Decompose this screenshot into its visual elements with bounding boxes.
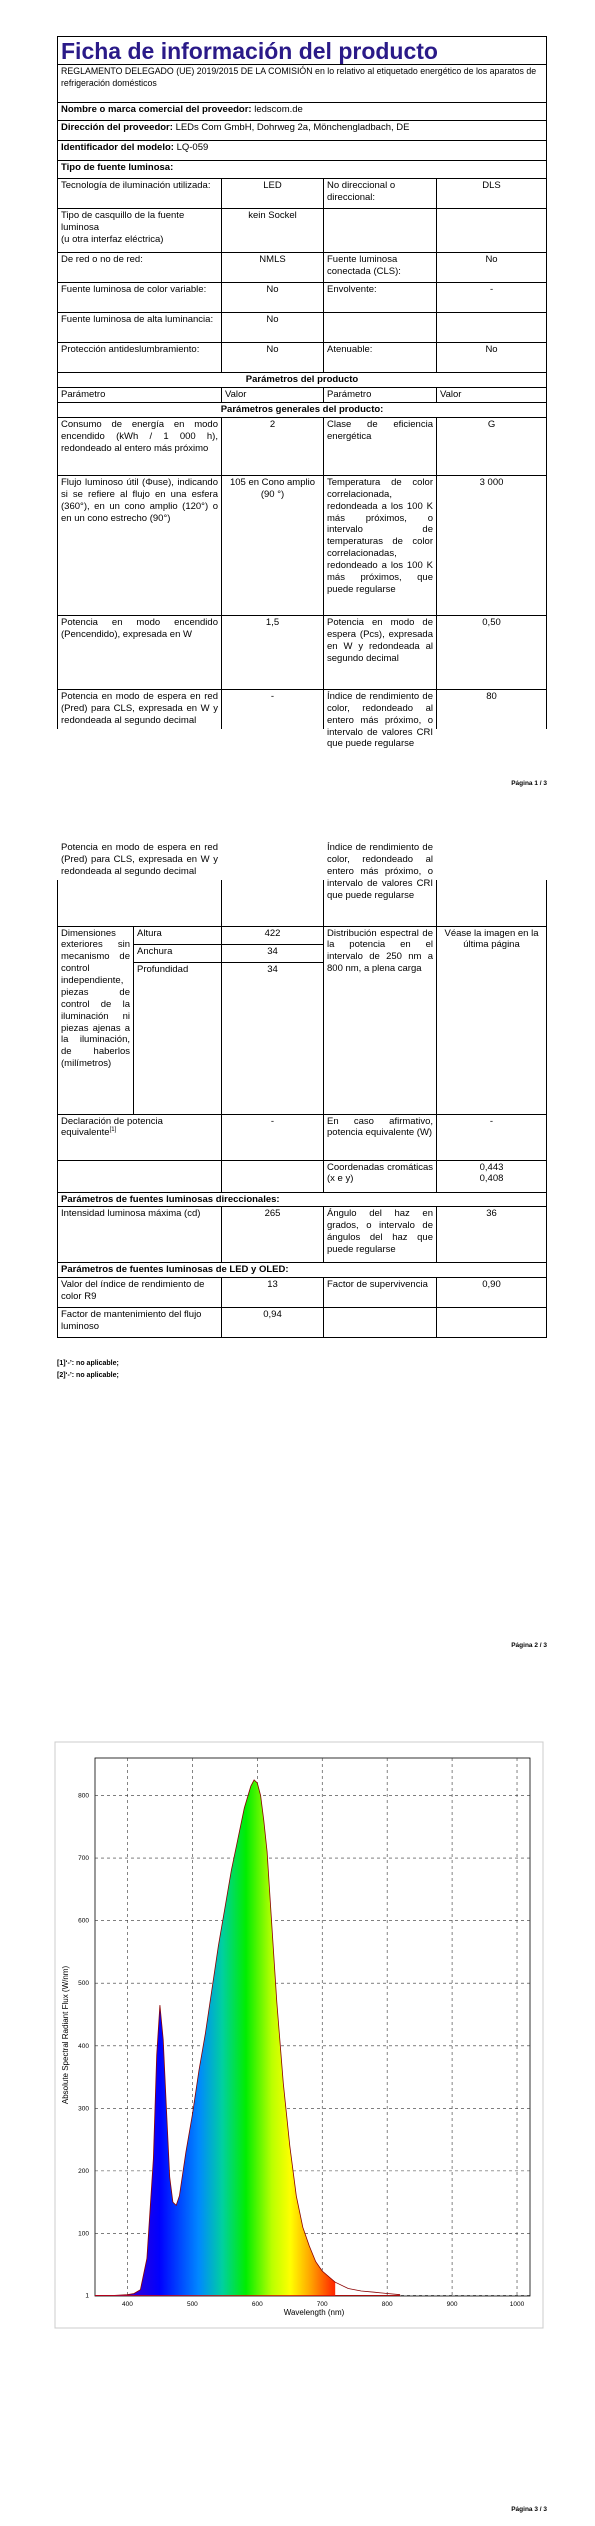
chroma-values (437, 1160, 547, 1192)
power-label: Potencia en modo encendido (Pencendido), expresada en W (58, 615, 222, 689)
y-tick-label: 700 (78, 1855, 89, 1863)
supplier-name-row (58, 103, 547, 121)
beam-label: Ángulo del haz en grados, o intervalo de ángulos del haz que puede regularse (324, 1207, 437, 1263)
title-row (58, 37, 547, 65)
beam-value: 36 (437, 1207, 547, 1263)
cap-label (58, 209, 222, 253)
led-title: Parámetros de fuentes luminosas de LED y OLED: (58, 1263, 547, 1278)
glare-value: No (222, 343, 324, 373)
equivalent-value: - (222, 1114, 324, 1160)
cap-value: kein Sockel (222, 209, 324, 253)
spectral-distribution-chart (0, 1700, 595, 2340)
y-tick-label: 400 (78, 2042, 89, 2050)
high-luminance-value: No (222, 313, 324, 343)
y-tick-label: 200 (78, 2167, 89, 2175)
page-number: Página 3 / 3 (511, 2506, 547, 2513)
col-param-1: Parámetro (58, 388, 222, 403)
y-tick-label: 300 (78, 2105, 89, 2113)
equivalent-label-text: Declaración de potencia equivalente (61, 1115, 163, 1139)
maintenance-label: Factor de mantenimiento del flujo luminoso (58, 1308, 222, 1338)
cap-label-line-2: (u otra interfaz eléctrica) (61, 234, 164, 246)
page-2 (0, 842, 595, 1660)
cri-value: 80 (437, 689, 547, 729)
regulation-text: REGLAMENTO DELEGADO (UE) 2019/2015 DE LA COMISIÓN en lo relativo al etiquetado energético de los aparatos de refrigeración domésticos (58, 65, 547, 103)
page-number: Página 2 / 3 (511, 1642, 547, 1649)
cls-label: Fuente luminosa conectada (CLS): (324, 253, 437, 283)
cri-label (324, 689, 437, 750)
class-label: Clase de eficiencia energética (324, 417, 437, 475)
footnote-2: [2]‘-’: no aplicable; (57, 1371, 119, 1379)
footnotes (57, 1358, 119, 1382)
equivalent-label: Declaración de potencia equivalente[1] (58, 1114, 222, 1160)
model-row (58, 141, 547, 161)
params-section-title: Parámetros del producto (58, 373, 547, 388)
chroma-label: Coordenadas cromáticas (x e y) (324, 1160, 437, 1192)
page-3 (0, 1700, 595, 2526)
flux-value: 105 en Cono amplio (90 °) (222, 475, 324, 615)
product-info-table-p2 (57, 842, 547, 1338)
envelope-label: Envolvente: (324, 283, 437, 313)
supplier-name-label: Nombre o marca comercial del proveedor: (61, 104, 252, 116)
nondirectional-value: DLS (437, 179, 547, 209)
x-tick-label: 800 (381, 2301, 393, 2308)
model-id: LQ-059 (176, 142, 209, 154)
netstandby-label (58, 689, 222, 729)
x-tick-label: 700 (316, 2301, 328, 2308)
height-label: Altura (134, 926, 222, 944)
survival-label: Factor de supervivencia (324, 1278, 437, 1308)
x-axis-label: Wavelength (nm) (283, 2308, 345, 2317)
spd-label: Distribución espectral de la potencia en el intervalo de 250 nm a 800 nm, a plena carga (324, 926, 437, 1114)
footnote-1: [1]‘-’: no aplicable; (57, 1360, 119, 1367)
maintenance-value: 0,94 (222, 1308, 324, 1338)
tunable-value: No (222, 283, 324, 313)
mains-label: De red o no de red: (58, 253, 222, 283)
high-luminance-label: Fuente luminosa de alta luminancia: (58, 313, 222, 343)
equivalent-yes-label: En caso afirmativo, potencia equivalente (W) (324, 1114, 437, 1160)
supplier-address: LEDs Com GmbH, Dohrweg 2a, Mönchengladbach, DE (175, 122, 410, 134)
tech-value: LED (222, 179, 324, 209)
dimmable-label: Atenuable: (324, 343, 437, 373)
supplier-address-row (58, 121, 547, 141)
netstandby-label-cont-clip (61, 842, 218, 924)
netstandby-label-text: Potencia en modo de espera en red (Pred) para CLS, expresada en W y redondeada al segundo decimal (61, 690, 218, 726)
cct-value: 3 000 (437, 475, 547, 615)
page-number: Página 1 / 3 (511, 780, 547, 787)
y-tick-label: 500 (78, 1980, 89, 1988)
peak-value: 265 (222, 1207, 324, 1263)
width-label: Anchura (134, 944, 222, 962)
netstandby-label-cont (58, 842, 222, 926)
cct-label: Temperatura de color correlacionada, redondeada a los 100 K más próximos, o intervalo de temperaturas de color correlacionadas, redondeado a los 100 K más próximos, que puede regularse (324, 475, 437, 615)
netstandby-label-cont-text: Potencia en modo de espera en red (Pred) para CLS, expresada en W y redondeada al segundo decimal (61, 842, 218, 877)
depth-label: Profundidad (134, 962, 222, 1114)
x-tick-label: 400 (122, 2301, 133, 2308)
tech-label: Tecnología de iluminación utilizada: (58, 179, 222, 209)
source-type-label: Tipo de fuente luminosa: (58, 161, 547, 179)
depth-value: 34 (222, 962, 324, 1114)
x-tick-label: 900 (446, 2301, 458, 2308)
cri-label-cont-clip (327, 842, 433, 924)
supplier-address-label: Dirección del proveedor: (61, 122, 173, 134)
r9-value: 13 (222, 1278, 324, 1308)
dimensions-label: Dimensiones exteriores sin mecanismo de control independiente, piezas de control de la iluminación ni piezas ajenas a la iluminación, de haberlos (milímetros) (58, 926, 134, 1114)
dimmable-value: No (437, 343, 547, 373)
standby-label: Potencia en modo de espera (Pcs), expresada en W y redondeada al segundo decimal (324, 615, 437, 689)
y-tick-label: 800 (78, 1792, 89, 1800)
y-axis-label: Absolute Spectral Radiant Flux (W/nm) (61, 1965, 70, 2105)
standby-value: 0,50 (437, 615, 547, 689)
cri-label-cont-text: Índice de rendimiento de color, redondeado al entero más próximo, o intervalo de valores CRI que puede regularse (327, 842, 433, 901)
cap-label-line-1: Tipo de casquillo de la fuente luminosa (61, 210, 185, 234)
spd-value: Véase la imagen en la última página (437, 926, 547, 1114)
chroma-x: 0,443 (479, 1161, 504, 1173)
r9-label: Valor del índice de rendimiento de color R9 (58, 1278, 222, 1308)
page-1 (0, 0, 595, 800)
product-info-table-p1 (57, 36, 547, 750)
tunable-label: Fuente luminosa de color variable: (58, 283, 222, 313)
y-tick-label: 1 (85, 2292, 89, 2300)
equivalent-yes-value: - (437, 1114, 547, 1160)
height-value: 422 (222, 926, 324, 944)
col-value-2: Valor (437, 388, 547, 403)
x-tick-label: 500 (186, 2301, 198, 2308)
cri-label-cont (324, 842, 437, 926)
peak-label: Intensidad luminosa máxima (cd) (58, 1207, 222, 1263)
glare-label: Protección antideslumbramiento: (58, 343, 222, 373)
netstandby-value: - (222, 689, 324, 729)
y-tick-label: 100 (78, 2230, 89, 2238)
power-value: 1,5 (222, 615, 324, 689)
width-value: 34 (222, 944, 324, 962)
doc-title: Ficha de información del producto (58, 37, 547, 65)
energy-value: 2 (222, 417, 324, 475)
survival-value: 0,90 (437, 1278, 547, 1308)
x-tick-label: 600 (251, 2301, 263, 2308)
col-param-2: Parámetro (324, 388, 437, 403)
general-params-title: Parámetros generales del producto: (58, 403, 547, 418)
x-tick-label: 1000 (509, 2301, 525, 2308)
y-tick-label: 600 (78, 1917, 89, 1925)
envelope-value: - (437, 283, 547, 313)
directional-title: Parámetros de fuentes luminosas direccionales: (58, 1192, 547, 1207)
energy-label: Consumo de energía en modo encendido (kWh / 1 000 h), redondeado al entero más próximo (58, 417, 222, 475)
cri-label-text: Índice de rendimiento de color, redondeado al entero más próximo, o intervalo de valores CRI que puede regularse (327, 690, 433, 750)
flux-label: Flujo luminoso útil (Φuse), indicando si se refiere al flujo en una esfera (360°), en un cono amplio (120°) o en un cono estrecho (90°) (58, 475, 222, 615)
supplier-name: ledscom.de (254, 104, 303, 116)
nondirectional-label: No direccional o direccional: (324, 179, 437, 209)
cls-value: No (437, 253, 547, 283)
col-value-1: Valor (222, 388, 324, 403)
model-label: Identificador del modelo: (61, 142, 174, 154)
chroma-y: 0,408 (479, 1173, 504, 1185)
mains-value: NMLS (222, 253, 324, 283)
class-value: G (437, 417, 547, 475)
